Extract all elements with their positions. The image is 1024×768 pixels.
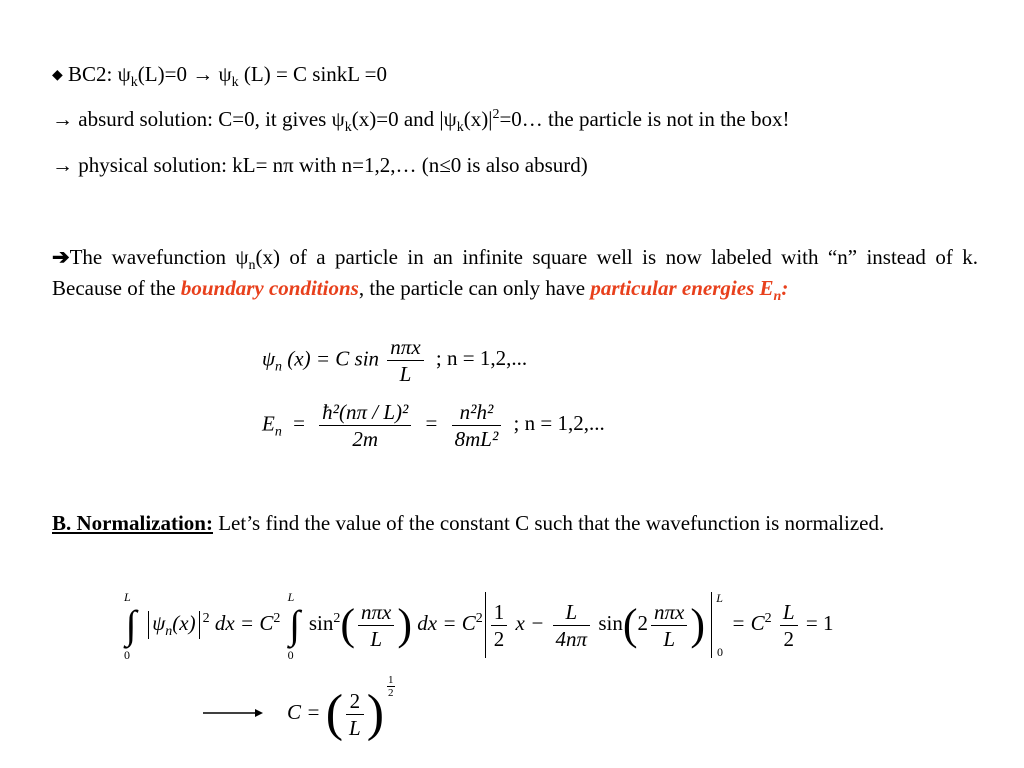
absurd-text: absurd solution: C=0, it gives: [78, 107, 327, 131]
constant-C-equation: [287, 674, 398, 742]
integral-icon: ∫ L 0: [287, 590, 301, 662]
energy-equation: [262, 400, 605, 451]
psi-symbol: ψ: [152, 610, 166, 635]
physical-solution-line: [52, 151, 588, 179]
fraction: [452, 400, 502, 451]
paragraph-text: The wavefunction ψ: [69, 245, 249, 269]
fraction-numerator: ħ²(nπ / L)²: [319, 400, 411, 426]
wavefunction-equation: [262, 335, 527, 386]
fraction: [553, 600, 591, 651]
boundary-conditions-highlight: boundary conditions: [180, 276, 359, 300]
psi-subscript: n: [165, 624, 173, 639]
energy-subscript: n: [274, 424, 282, 440]
normalization-paragraph: [52, 508, 978, 539]
fraction: [346, 689, 364, 740]
differential-text: dx = C: [214, 610, 274, 635]
arrow-icon: →: [192, 62, 214, 86]
paragraph-text: (x) of a particle in an infinite square well is now labeled with “n” instead of k. Because of the: [52, 245, 978, 300]
fraction-numerator: n²h²: [452, 400, 502, 426]
eval-bar-right: L 0: [707, 592, 712, 658]
result-text: = 1: [805, 610, 834, 635]
bc2-line: [52, 60, 387, 90]
normalization-equation: [122, 590, 834, 662]
absurd-solution-line: [52, 105, 790, 136]
fraction: [387, 335, 423, 386]
fraction: [319, 400, 411, 451]
psi-subscript: k: [344, 120, 352, 136]
paragraph-text: , the particle can only have: [358, 276, 586, 300]
squared-superscript: 2: [333, 610, 341, 626]
abs-bar: [148, 611, 149, 639]
psi-subscript: n: [275, 359, 283, 375]
fraction-denominator: L: [663, 626, 675, 651]
wavefunction-paragraph: [52, 242, 978, 304]
equation-rhs: (x) = C sin: [287, 346, 380, 371]
fraction-numerator: nπx: [387, 335, 423, 361]
exponent-denominator: 2: [388, 687, 394, 699]
two-text: 2: [637, 610, 648, 635]
absurd-text: =0… the particle is not in the box!: [499, 107, 790, 131]
equation-condition: ; n = 1,2,...: [435, 346, 528, 371]
fraction-numerator: 2: [346, 689, 364, 715]
paragraph-colon: :: [781, 276, 789, 300]
fraction-denominator: 2: [783, 626, 795, 651]
fraction-denominator: L: [370, 626, 383, 651]
right-paren: ): [366, 685, 385, 742]
right-paren: ): [690, 600, 705, 649]
sine-text: sin: [308, 610, 334, 635]
psi-subscript: k: [130, 75, 138, 91]
fraction-numerator: L: [553, 600, 591, 626]
fraction: [491, 600, 508, 651]
equals-C-text: = C: [731, 610, 765, 635]
bc2-eq1: (L)=0: [137, 62, 187, 86]
squared-superscript: 2: [273, 610, 281, 626]
normalization-text: Let’s find the value of the constant C such that the wavefunction is normalized.: [218, 511, 885, 535]
psi-symbol: ψ: [218, 62, 232, 86]
psi-subscript: k: [456, 120, 464, 136]
psi-symbol: ψ: [262, 346, 276, 371]
normalization-heading: B. Normalization:: [52, 511, 213, 535]
C-lhs: C =: [287, 699, 321, 724]
abs-bar: [199, 611, 200, 639]
fraction-denominator: L: [349, 715, 361, 740]
equals-sign: =: [293, 411, 305, 436]
psi-argument: (x): [172, 610, 196, 635]
right-paren: ): [397, 600, 413, 649]
eval-bar-left: [485, 592, 486, 658]
absurd-text: (x)|: [463, 107, 493, 131]
left-paren: (: [340, 600, 356, 649]
psi-symbol: ψ: [443, 107, 457, 131]
fraction-denominator: 2: [493, 626, 505, 651]
fraction-denominator: 4nπ: [555, 626, 588, 651]
fraction: [358, 600, 394, 651]
arrow-icon: →: [52, 153, 73, 177]
fraction-numerator: nπx: [358, 600, 394, 626]
psi-symbol: ψ: [117, 62, 131, 86]
fraction-denominator: 8mL²: [454, 427, 499, 451]
psi-subscript: k: [231, 75, 239, 91]
differential-text: dx = C: [417, 610, 476, 635]
arrow-icon: →: [52, 107, 73, 131]
squared-superscript: 2: [492, 107, 500, 122]
left-paren: (: [325, 685, 344, 742]
squared-superscript: 2: [202, 610, 210, 626]
bc2-eq2: (L) = C sinkL =0: [243, 62, 387, 86]
integral-icon: ∫ L 0: [124, 590, 137, 662]
physical-text: physical solution: kL= nπ with n=1,2,… (n≤0 is also absurd): [78, 153, 588, 177]
psi-symbol: ψ: [331, 107, 345, 131]
sine-text: sin: [598, 610, 623, 635]
psi-subscript: n: [248, 258, 256, 274]
bc2-label: BC2:: [68, 62, 113, 86]
equals-sign: =: [425, 411, 438, 436]
squared-superscript: 2: [475, 610, 483, 626]
fraction: [651, 600, 687, 651]
particular-energies-highlight: particular energies $E_n$: [590, 276, 782, 305]
x-minus-text: x −: [515, 610, 545, 635]
bold-arrow-icon: ➔: [52, 245, 70, 269]
fraction-numerator: nπx: [651, 600, 687, 626]
exponent-numerator: 1: [388, 674, 394, 686]
fraction-denominator: L: [399, 362, 412, 386]
fraction-denominator: 2m: [352, 427, 379, 451]
fraction: [780, 600, 798, 651]
diamond-bullet-icon: ◆: [52, 68, 63, 84]
squared-superscript: 2: [764, 610, 772, 626]
exponent-fraction: [387, 674, 395, 699]
fraction-numerator: L: [780, 600, 798, 626]
fraction-numerator: 1: [491, 600, 508, 626]
absurd-text: (x)=0 and |: [351, 107, 444, 131]
equation-condition: ; n = 1,2,...: [513, 411, 605, 436]
energy-symbol: E: [262, 411, 275, 436]
left-paren: (: [622, 600, 638, 649]
right-arrow-icon: [203, 706, 263, 720]
